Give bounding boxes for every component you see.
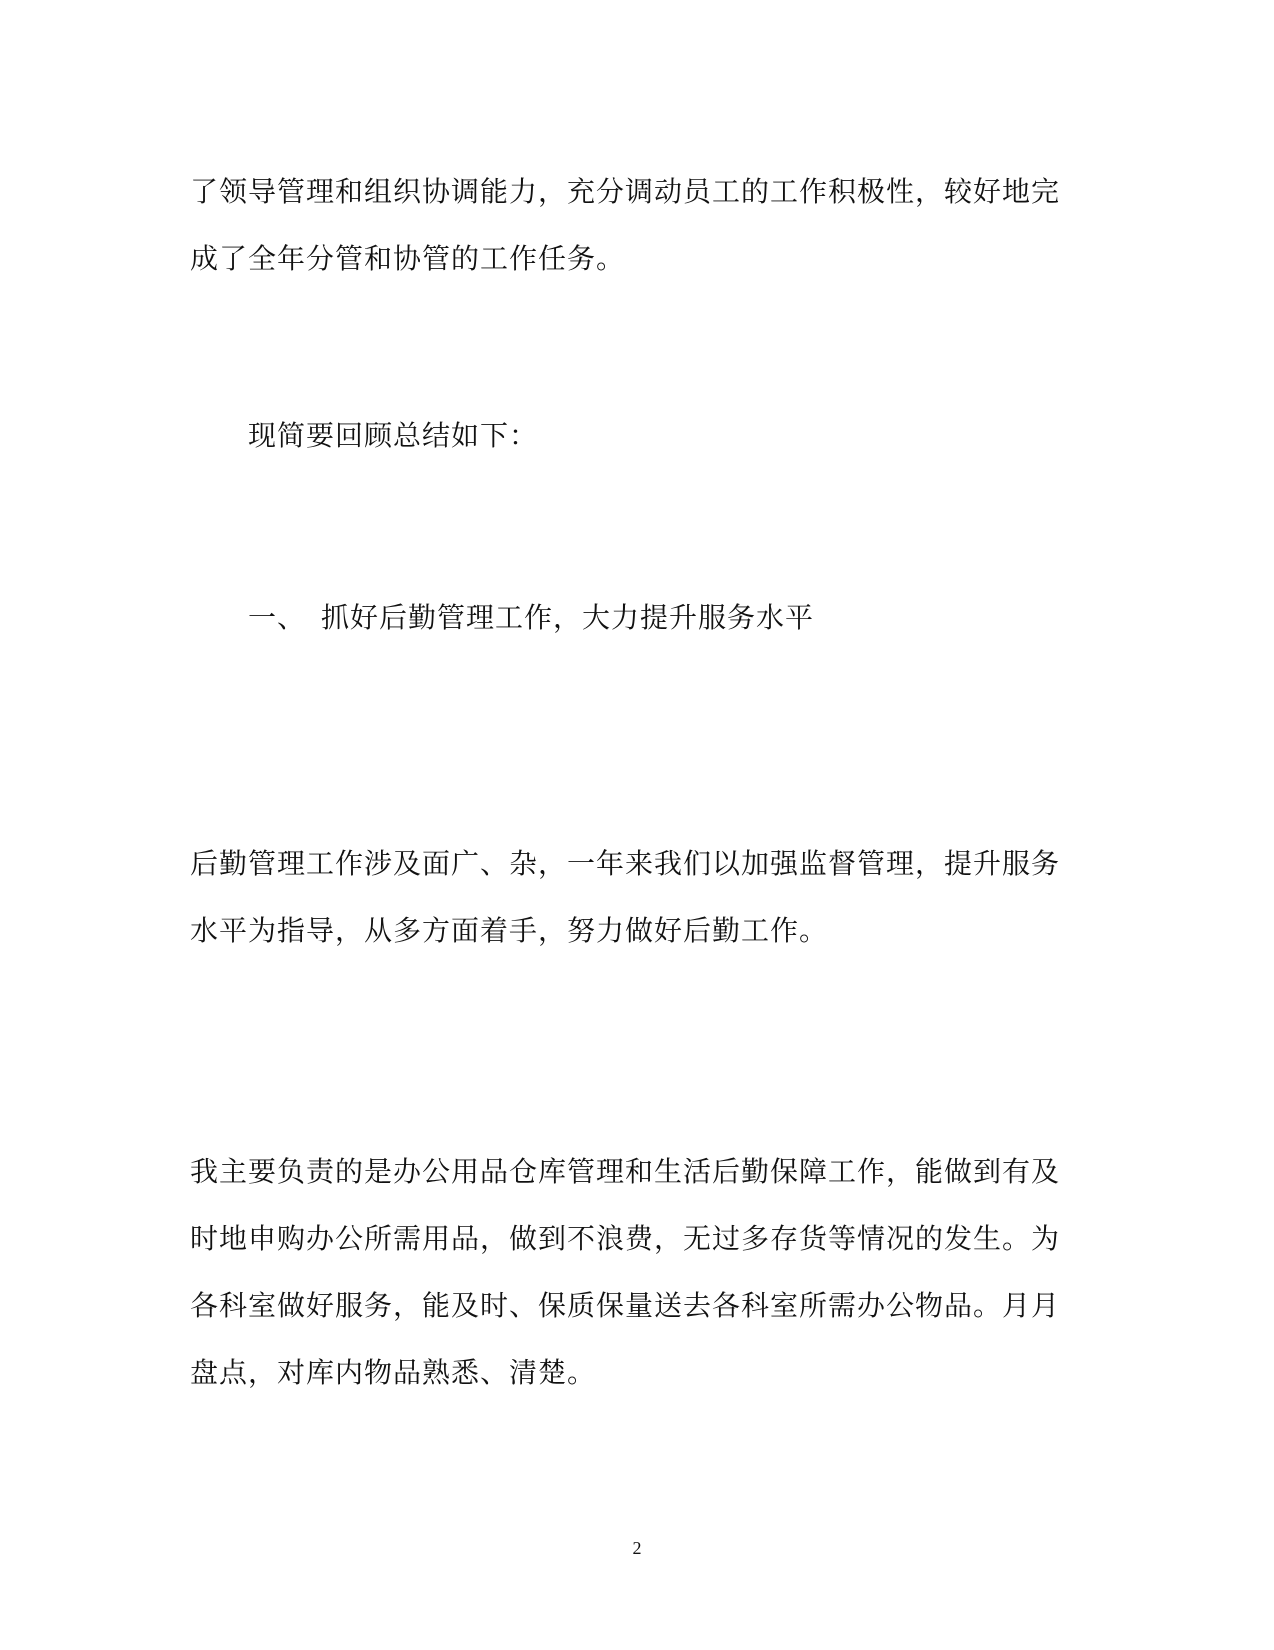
paragraph-summary-lead [190,402,1128,469]
section-number: 一、 [248,601,307,634]
text-line: 成了全年分管和协管的工作任务。 [190,242,626,275]
page-number: 2 [632,1538,642,1558]
text-line: 后勤管理工作涉及面广、杂，一年来我们以加强监督管理，提升服务 [190,847,1061,880]
paragraph-intro [190,158,1070,292]
text-line: 水平为指导，从多方面着手，努力做好后勤工作。 [190,914,829,947]
text-line: 时地申购办公所需用品，做到不浪费，无过多存货等情况的发生。为 [190,1222,1061,1255]
text-line: 各科室做好服务，能及时、保质保量送去各科室所需办公物品。月月 [190,1289,1061,1322]
section-heading-1 [190,584,1128,651]
section-title: 抓好后勤管理工作，大力提升服务水平 [321,601,815,634]
text-line: 了领导管理和组织协调能力，充分调动员工的工作积极性，较好地完 [190,175,1061,208]
text-line: 盘点，对库内物品熟悉、清楚。 [190,1356,597,1389]
paragraph-responsibilities [190,1138,1070,1406]
text-line: 现简要回顾总结如下： [248,419,539,452]
paragraph-logistics [190,830,1070,964]
text-line: 我主要负责的是办公用品仓库管理和生活后勤保障工作，能做到有及 [190,1155,1061,1188]
